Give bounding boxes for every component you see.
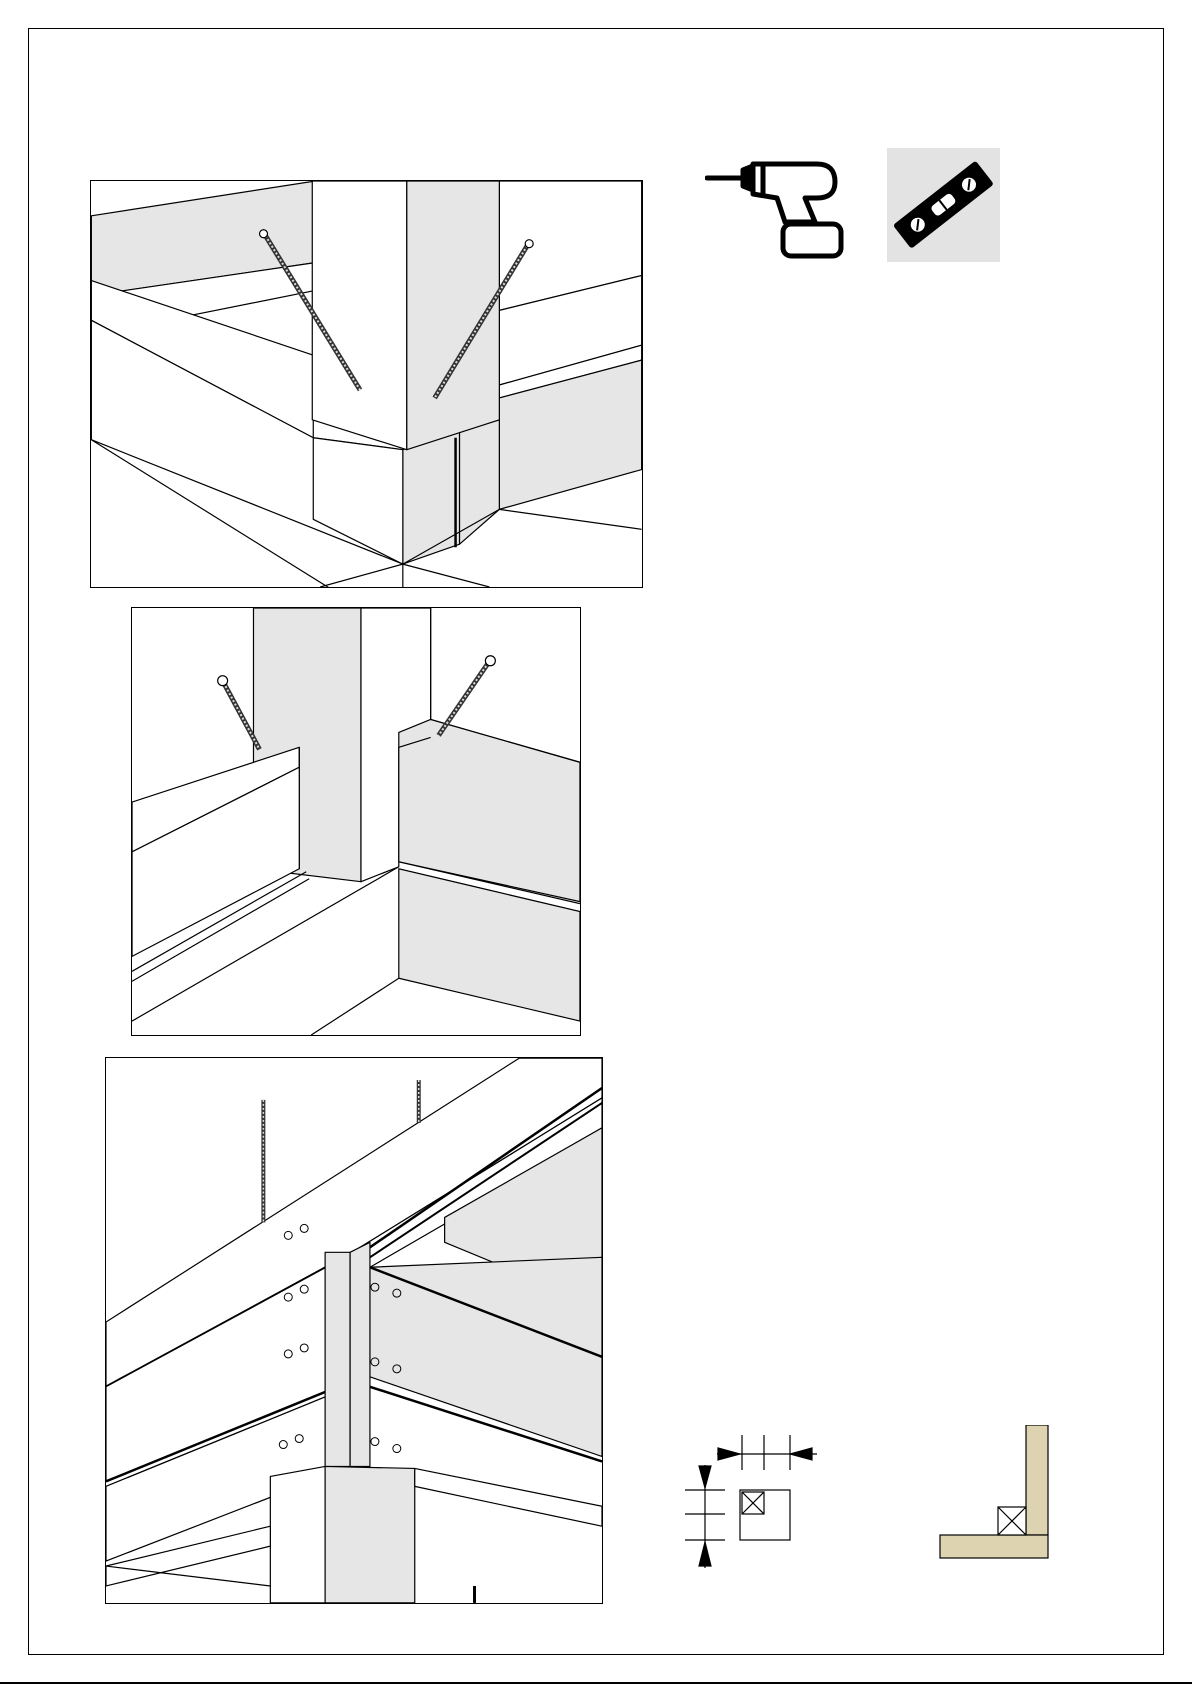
post-dimension-diagram-icon — [680, 1430, 820, 1570]
post-corner-illustration — [91, 181, 642, 587]
figure-beam-post-connection — [105, 1057, 603, 1604]
corner-post-placement-icon — [938, 1425, 1050, 1560]
spirit-level-icon — [887, 148, 1000, 262]
figure-post-corner-screws — [90, 180, 643, 588]
figure-post-side-screws — [131, 607, 581, 1036]
bottom-rule — [0, 1682, 1192, 1684]
post-side-illustration — [132, 608, 580, 1035]
beam-connection-illustration — [106, 1058, 602, 1603]
drill-icon — [705, 160, 847, 260]
